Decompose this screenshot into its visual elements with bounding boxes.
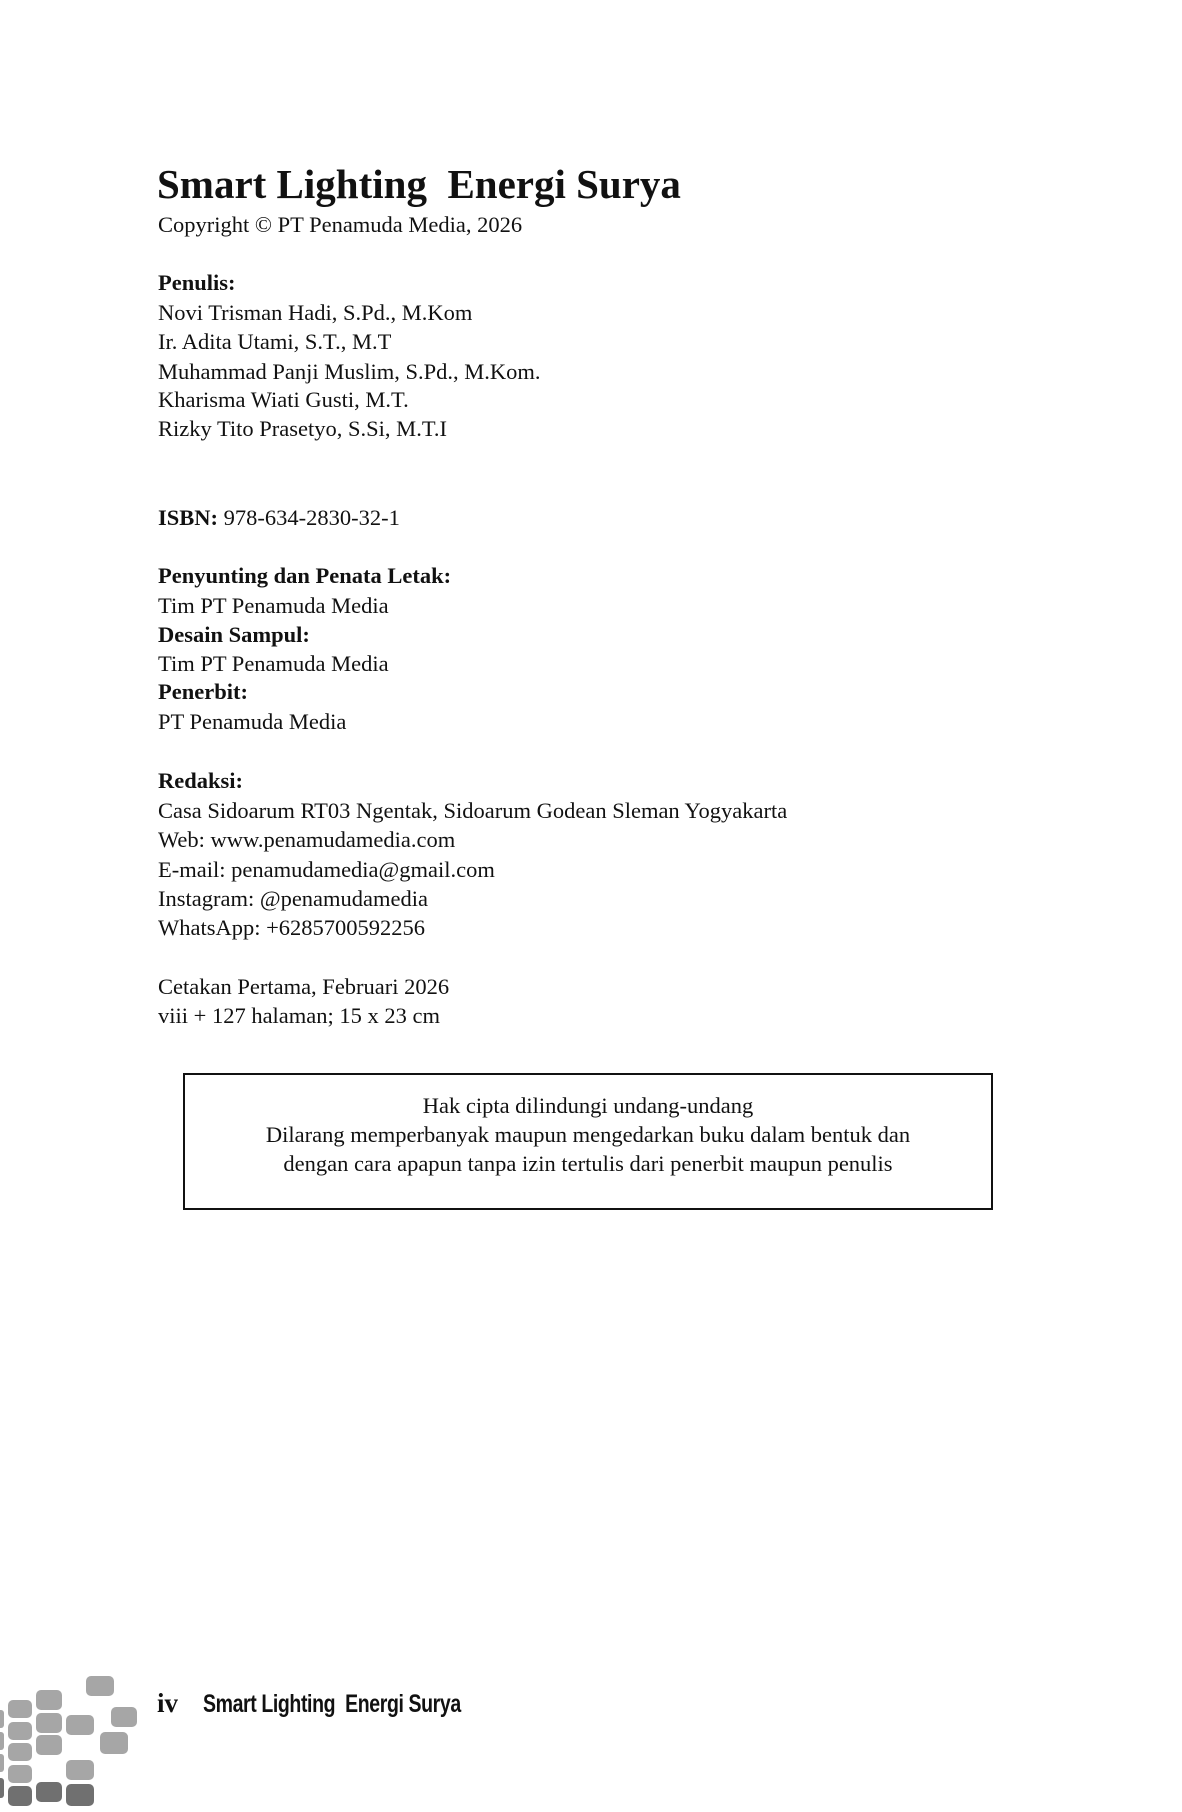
publisher-value: PT Penamuda Media — [158, 709, 347, 734]
editor-label: Penyunting dan Penata Letak: — [158, 563, 452, 588]
footer-decoration-icon — [0, 1670, 140, 1812]
author: Rizky Tito Prasetyo, S.Si, M.T.I — [158, 416, 448, 441]
isbn-value: 978-634-2830-32-1 — [223, 505, 400, 530]
redaksi-whatsapp: WhatsApp: +6285700592256 — [158, 915, 426, 940]
notice-line: Hak cipta dilindungi undang-undang — [422, 1093, 754, 1118]
book-title: Smart Lighting Energi Surya — [157, 161, 681, 207]
isbn-line — [158, 504, 400, 532]
page-number: iv — [157, 1688, 179, 1718]
authors-label: Penulis: — [158, 270, 236, 295]
running-footer-title: Smart Lighting Energi Surya — [203, 1690, 461, 1718]
author: Ir. Adita Utami, S.T., M.T — [158, 329, 392, 354]
isbn-label: ISBN: — [158, 505, 219, 530]
redaksi-web: Web: www.penamudamedia.com — [158, 827, 456, 852]
redaksi-address: Casa Sidoarum RT03 Ngentak, Sidoarum Godean Sleman Yogyakarta — [158, 798, 788, 823]
author: Kharisma Wiati Gusti, M.T. — [158, 387, 409, 412]
notice-line: Dilarang memperbanyak maupun mengedarkan buku dalam bentuk dan — [265, 1122, 911, 1147]
cover-label: Desain Sampul: — [158, 622, 310, 647]
redaksi-label: Redaksi: — [158, 768, 244, 793]
author: Muhammad Panji Muslim, S.Pd., M.Kom. — [158, 359, 541, 384]
redaksi-email: E-mail: penamudamedia@gmail.com — [158, 857, 495, 882]
notice-line: dengan cara apapun tanpa izin tertulis dari penerbit maupun penulis — [283, 1151, 893, 1176]
pages-line: viii + 127 halaman; 15 x 23 cm — [158, 1003, 441, 1028]
publisher-label: Penerbit: — [158, 679, 248, 704]
redaksi-instagram: Instagram: @penamudamedia — [158, 886, 428, 911]
copyright-notice-box — [183, 1073, 993, 1210]
author: Novi Trisman Hadi, S.Pd., M.Kom — [158, 300, 473, 325]
editor-value: Tim PT Penamuda Media — [158, 593, 389, 618]
edition-line: Cetakan Pertama, Februari 2026 — [158, 974, 450, 999]
cover-value: Tim PT Penamuda Media — [158, 651, 389, 676]
copyright-line: Copyright © PT Penamuda Media, 2026 — [158, 212, 523, 237]
